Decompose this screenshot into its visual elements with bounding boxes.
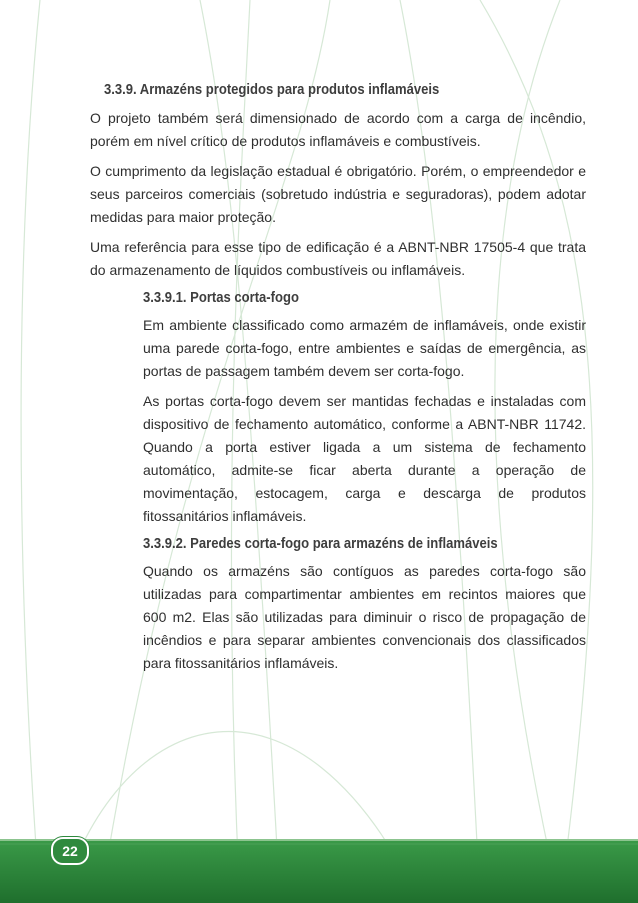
- subsection-paredes: [143, 536, 586, 675]
- page-content: [90, 82, 586, 682]
- page-number-badge: 22: [51, 837, 89, 865]
- subsection-heading: 3.3.9.2. Paredes corta-fogo para armazéns de inflamáveis: [143, 536, 498, 552]
- section-paragraph: Uma referência para esse tipo de edificação é a ABNT-NBR 17505-4 que trata do armazenamento de líquidos combustíveis ou inflamáveis.: [90, 239, 586, 278]
- section-paragraph: O projeto também será dimensionado de acordo com a carga de incêndio, porém em nível crítico de produtos inflamáveis e combustíveis.: [90, 110, 586, 149]
- subsection-paragraph: As portas corta-fogo devem ser mantidas fechadas e instaladas com dispositivo de fechamento automático, conforme a ABNT-NBR 11742. Quando a porta estiver ligada a um sistema de fechamento automático, admite-se ficar aberta durante a operação de movimentação, estocagem, carga e descarga de produtos fitossanitários inflamáveis.: [143, 393, 586, 524]
- subsection-heading: 3.3.9.1. Portas corta-fogo: [143, 290, 299, 306]
- footer-band: [0, 822, 638, 903]
- subsection-portas: [143, 290, 586, 528]
- section-paragraph: O cumprimento da legislação estadual é obrigatório. Porém, o empreendedor e seus parceiros comerciais (sobretudo indústria e seguradoras), podem adotar medidas para maior proteção.: [90, 163, 586, 225]
- subsection-paragraph: Quando os armazéns são contíguos as paredes corta-fogo são utilizadas para compartimentar ambientes em recintos maiores que 600 m2. Elas são utilizadas para diminuir o risco de propagação de incêndios e para separar ambientes convencionais dos classificados para fitossanitários inflamáveis.: [143, 563, 586, 671]
- subsection-paragraph: Em ambiente classificado como armazém de inflamáveis, onde existir uma parede corta-fogo, entre ambientes e saídas de emergência, as portas de passagem também devem ser corta-fogo.: [143, 317, 586, 379]
- section-heading: 3.3.9. Armazéns protegidos para produtos inflamáveis: [104, 82, 440, 98]
